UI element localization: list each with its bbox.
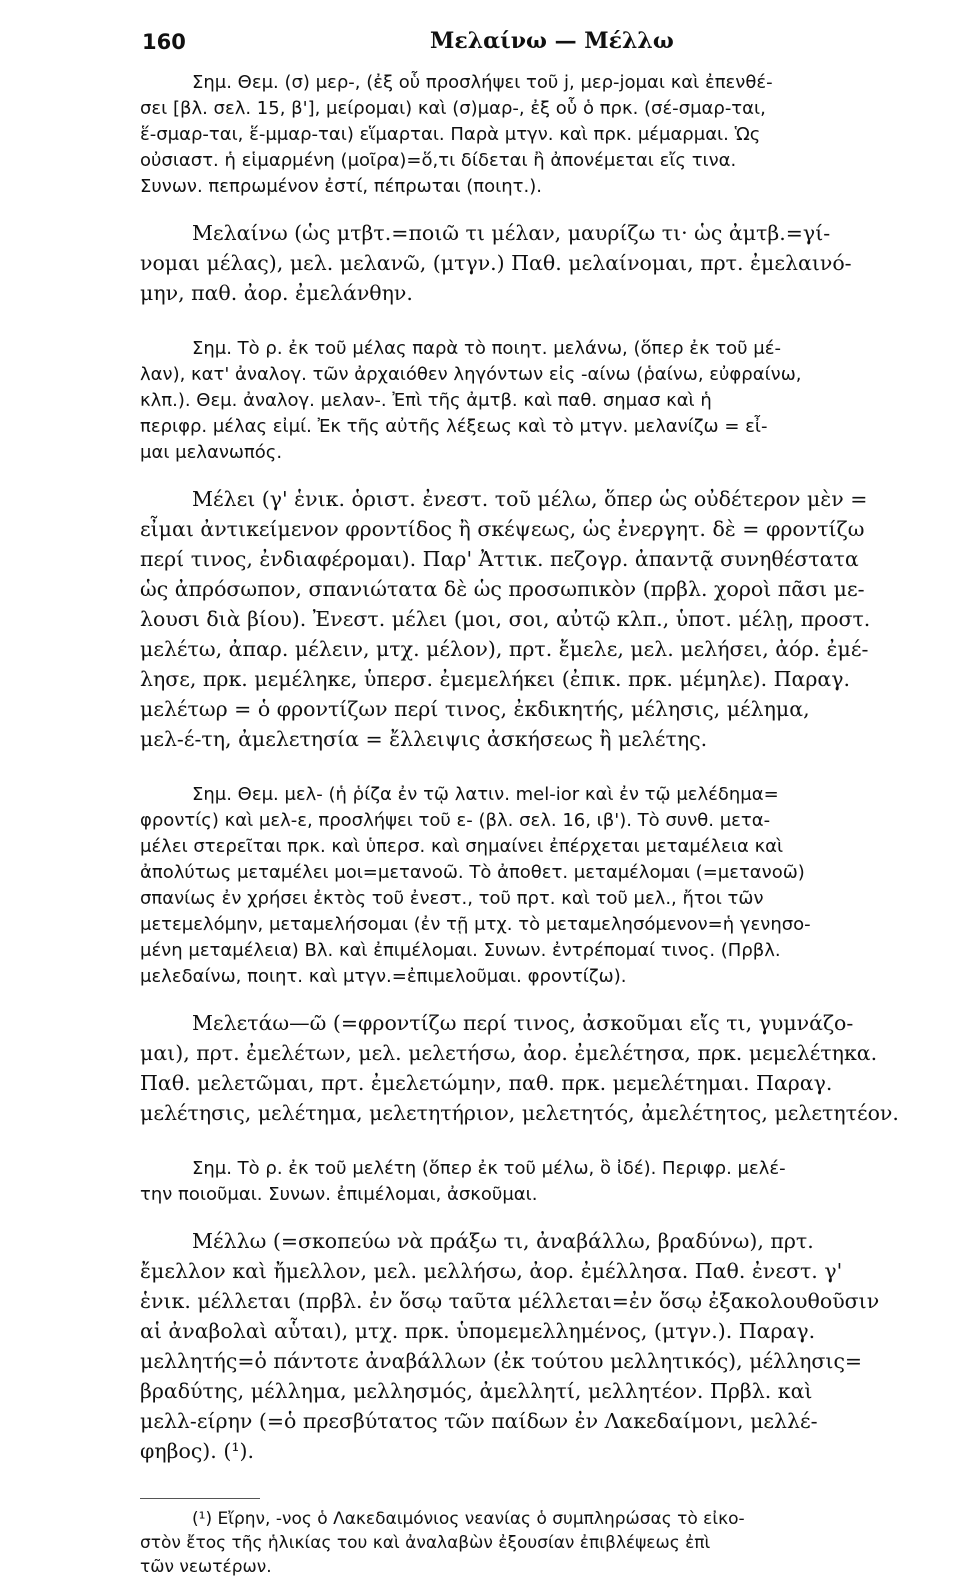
page-number: 160 <box>142 30 186 54</box>
block-spacer <box>140 754 945 782</box>
text-line: Μέλει (γ' ἑνικ. ὁριστ. ἐνεστ. τοῦ μέλω, ὅπερ ὡς οὐδέτερον μὲν = <box>192 487 868 511</box>
text-line: μένη μεταμέλεια) Βλ. καὶ ἐπιμέλομαι. Συνων. ἐντρέπομαί τινος. (Πρβλ. <box>140 940 781 961</box>
entry-block <box>140 1008 945 1128</box>
text-line: στὸν ἔτος τῆς ἡλικίας του καὶ ἀναλαβὼν ἐξουσίαν ἐπιβλέψεως ἐπὶ <box>140 1533 711 1553</box>
text-line: μελλ-είρην (=ὁ πρεσβύτατος τῶν παίδων ἐν Λακεδαίμονι, μελλέ- <box>140 1409 818 1433</box>
text-line: Σημ. Θεμ. μελ- (ἡ ῥίζα ἐν τῷ λατιν. mel-ior καὶ ἐν τῷ μελέδημα= <box>192 784 779 805</box>
text-line: ἕ-σμαρ-ται, ἕ-μμαρ-ται) εἵμαρται. Παρὰ μτγν. καὶ πρκ. μέμαρμαι. Ὡς <box>140 124 761 145</box>
footnote-rule <box>140 1498 260 1499</box>
text-line: εἶμαι ἀντικείμενον φροντίδος ἢ σκέψεως, ὡς ἐνεργητ. δὲ = φροντίζω <box>140 517 865 541</box>
text-line: Μελετάω—ῶ (=φροντίζω περί τινος, ἀσκοῦμαι εἴς τι, γυμνάζο- <box>192 1011 854 1035</box>
block-spacer <box>140 200 945 218</box>
text-line: τῶν νεωτέρων. <box>140 1557 272 1577</box>
note-block <box>140 70 945 200</box>
block-spacer <box>140 990 945 1008</box>
text-line: αἱ ἀναβολαὶ αὗται), μτχ. πρκ. ὑπομεμελλημένος, (μτγν.). Παραγ. <box>140 1319 816 1343</box>
text-line: λαν), κατ' ἀναλογ. τῶν ἀρχαιόθεν ληγόντων εἰς -αίνω (ῥαίνω, εὐφραίνω, <box>140 364 802 385</box>
text-line: (¹) Εἴρην, -νος ὁ Λακεδαιμόνιος νεανίας ὁ συμπληρώσας τὸ εἰκο- <box>192 1509 745 1529</box>
note-block <box>140 782 945 990</box>
text-line: φηβος). (¹). <box>140 1439 255 1463</box>
text-line: Σημ. Τὸ ρ. ἐκ τοῦ μελέτη (ὅπερ ἐκ τοῦ μέλω, ὃ ἰδέ). Περιφρ. μελέ- <box>192 1158 786 1179</box>
entry-block <box>140 1226 945 1466</box>
text-line: μαι), πρτ. ἐμελέτων, μελ. μελετήσω, ἀορ. ἐμελέτησα, πρκ. μεμελέτηκα. <box>140 1041 878 1065</box>
block-spacer <box>140 308 945 336</box>
text-line: ἑνικ. μέλλεται (πρβλ. ἐν ὅσῳ ταῦτα μέλλεται=ἐν ὅσῳ ἐξακολουθοῦσιν <box>140 1289 880 1313</box>
running-head: Μελαίνω — Μέλλω <box>430 28 674 54</box>
text-line: μην, παθ. ἀορ. ἐμελάνθην. <box>140 281 413 305</box>
block-spacer <box>140 1208 945 1226</box>
text-line: μελλητής=ὁ πάντοτε ἀναβάλλων (ἐκ τούτου μελλητικός), μέλλησις= <box>140 1349 863 1373</box>
text-line: ἔμελλον καὶ ἤμελλον, μελ. μελλήσω, ἀορ. ἐμέλλησα. Παθ. ἐνεστ. γ' <box>140 1259 843 1283</box>
entry-block <box>140 484 945 754</box>
note-block <box>140 1156 945 1208</box>
entry-block <box>140 218 945 308</box>
text-line: μελέτωρ = ὁ φροντίζων περί τινος, ἐκδικητής, μέλησις, μέλημα, <box>140 697 810 721</box>
block-spacer <box>140 1128 945 1156</box>
text-line: περί τινος, ἐνδιαφέρομαι). Παρ' Ἀττικ. πεζογρ. ἀπαντᾷ συνηθέστατα <box>140 547 859 571</box>
text-line: μετεμελόμην, μεταμελήσομαι (ἐν τῇ μτχ. τὸ μεταμελησόμενον=ἡ γενησο- <box>140 914 811 935</box>
text-line: λησε, πρκ. μεμέληκε, ὑπερσ. ἐμεμελήκει (ἐπικ. πρκ. μέμηλε). Παραγ. <box>140 667 851 691</box>
text-line: λουσι διὰ βίου). Ἐνεστ. μέλει (μοι, σοι, αὐτῷ κλπ., ὑποτ. μέλῃ, προστ. <box>140 607 871 631</box>
text-line: περιφρ. μέλας εἰμί. Ἐκ τῆς αὐτῆς λέξεως καὶ τὸ μτγν. μελανίζω = εἶ- <box>140 416 768 437</box>
block-spacer <box>140 1466 945 1494</box>
text-line: φροντίς) καὶ μελ-ε, προσλήψει τοῦ ε- (βλ. σελ. 16, ιβ'). Τὸ συνθ. μετα- <box>140 810 771 831</box>
text-line: ὡς ἀπρόσωπον, σπανιώτατα δὲ ὡς προσωπικὸν (πρβλ. χοροὶ πᾶσι με- <box>140 577 865 601</box>
text-line: κλπ.). Θεμ. ἀναλογ. μελαν-. Ἐπὶ τῆς ἀμτβ. καὶ παθ. σημασ καὶ ἡ <box>140 390 712 411</box>
text-line: την ποιοῦμαι. Συνων. ἐπιμέλομαι, ἀσκοῦμαι. <box>140 1184 538 1205</box>
text-line: μελέτω, ἀπαρ. μέλειν, μτχ. μέλον), πρτ. ἔμελε, μελ. μελήσει, ἀόρ. ἐμέ- <box>140 637 869 661</box>
text-line: Μέλλω (=σκοπεύω νὰ πράξω τι, ἀναβάλλω, βραδύνω), πρτ. <box>192 1229 814 1253</box>
text-line: μελέτησις, μελέτημα, μελετητήριον, μελετητός, ἀμελέτητος, μελετητέον. <box>140 1101 899 1125</box>
body-text <box>140 70 945 1579</box>
text-line: ἀπολύτως μεταμέλει μοι=μετανοῶ. Τὸ ἀποθετ. μεταμέλομαι (=μετανοῶ) <box>140 862 805 883</box>
text-line: νομαι μέλας), μελ. μελανῶ, (μτγν.) Παθ. μελαίνομαι, πρτ. ἐμελαινό- <box>140 251 852 275</box>
text-line: οὐσιαστ. ἡ εἱμαρμένη (μοῖρα)=ὅ,τι δίδεται ἢ ἀπονέμεται εἴς τινα. <box>140 150 737 171</box>
text-line: σει [βλ. σελ. 15, β'], μείρομαι) καὶ (σ)μαρ-, ἐξ οὗ ὁ πρκ. (σέ-σμαρ-ται, <box>140 98 766 119</box>
text-line: μελεδαίνω, ποιητ. καὶ μτγν.=ἐπιμελοῦμαι. φροντίζω). <box>140 966 627 987</box>
text-line: Παθ. μελετῶμαι, πρτ. ἐμελετώμην, παθ. πρκ. μεμελέτημαι. Παραγ. <box>140 1071 833 1095</box>
text-line: Μελαίνω (ὡς μτβτ.=ποιῶ τι μέλαν, μαυρίζω τι· ὡς ἀμτβ.=γί- <box>192 221 831 245</box>
text-line: σπανίως ἐν χρήσει ἐκτὸς τοῦ ἐνεστ., τοῦ πρτ. καὶ τοῦ μελ., ἤτοι τῶν <box>140 888 764 909</box>
text-line: Συνων. πεπρωμένον ἐστί, πέπρωται (ποιητ.). <box>140 176 542 197</box>
text-line: μαι μελανωπός. <box>140 442 283 463</box>
text-line: μέλει στερεῖται πρκ. καὶ ὑπερσ. καὶ σημαίνει ἐπέρχεται μεταμέλεια καὶ <box>140 836 784 857</box>
text-line: μελ-έ-τη, ἀμελετησία = ἔλλειψις ἀσκήσεως ἢ μελέτης. <box>140 727 708 751</box>
note-block <box>140 336 945 466</box>
block-spacer <box>140 466 945 484</box>
text-line: βραδύτης, μέλλημα, μελλησμός, ἀμελλητί, μελλητέον. Πρβλ. καὶ <box>140 1379 813 1403</box>
text-line: Σημ. Τὸ ρ. ἐκ τοῦ μέλας παρὰ τὸ ποιητ. μελάνω, (ὅπερ ἐκ τοῦ μέ- <box>192 338 781 359</box>
page-header <box>0 0 960 80</box>
text-line: Σημ. Θεμ. (σ) μερ-, (ἐξ οὗ προσλήψει τοῦ j, μερ-joμαι καὶ ἐπενθέ- <box>192 72 773 93</box>
footnote-block <box>140 1507 945 1579</box>
